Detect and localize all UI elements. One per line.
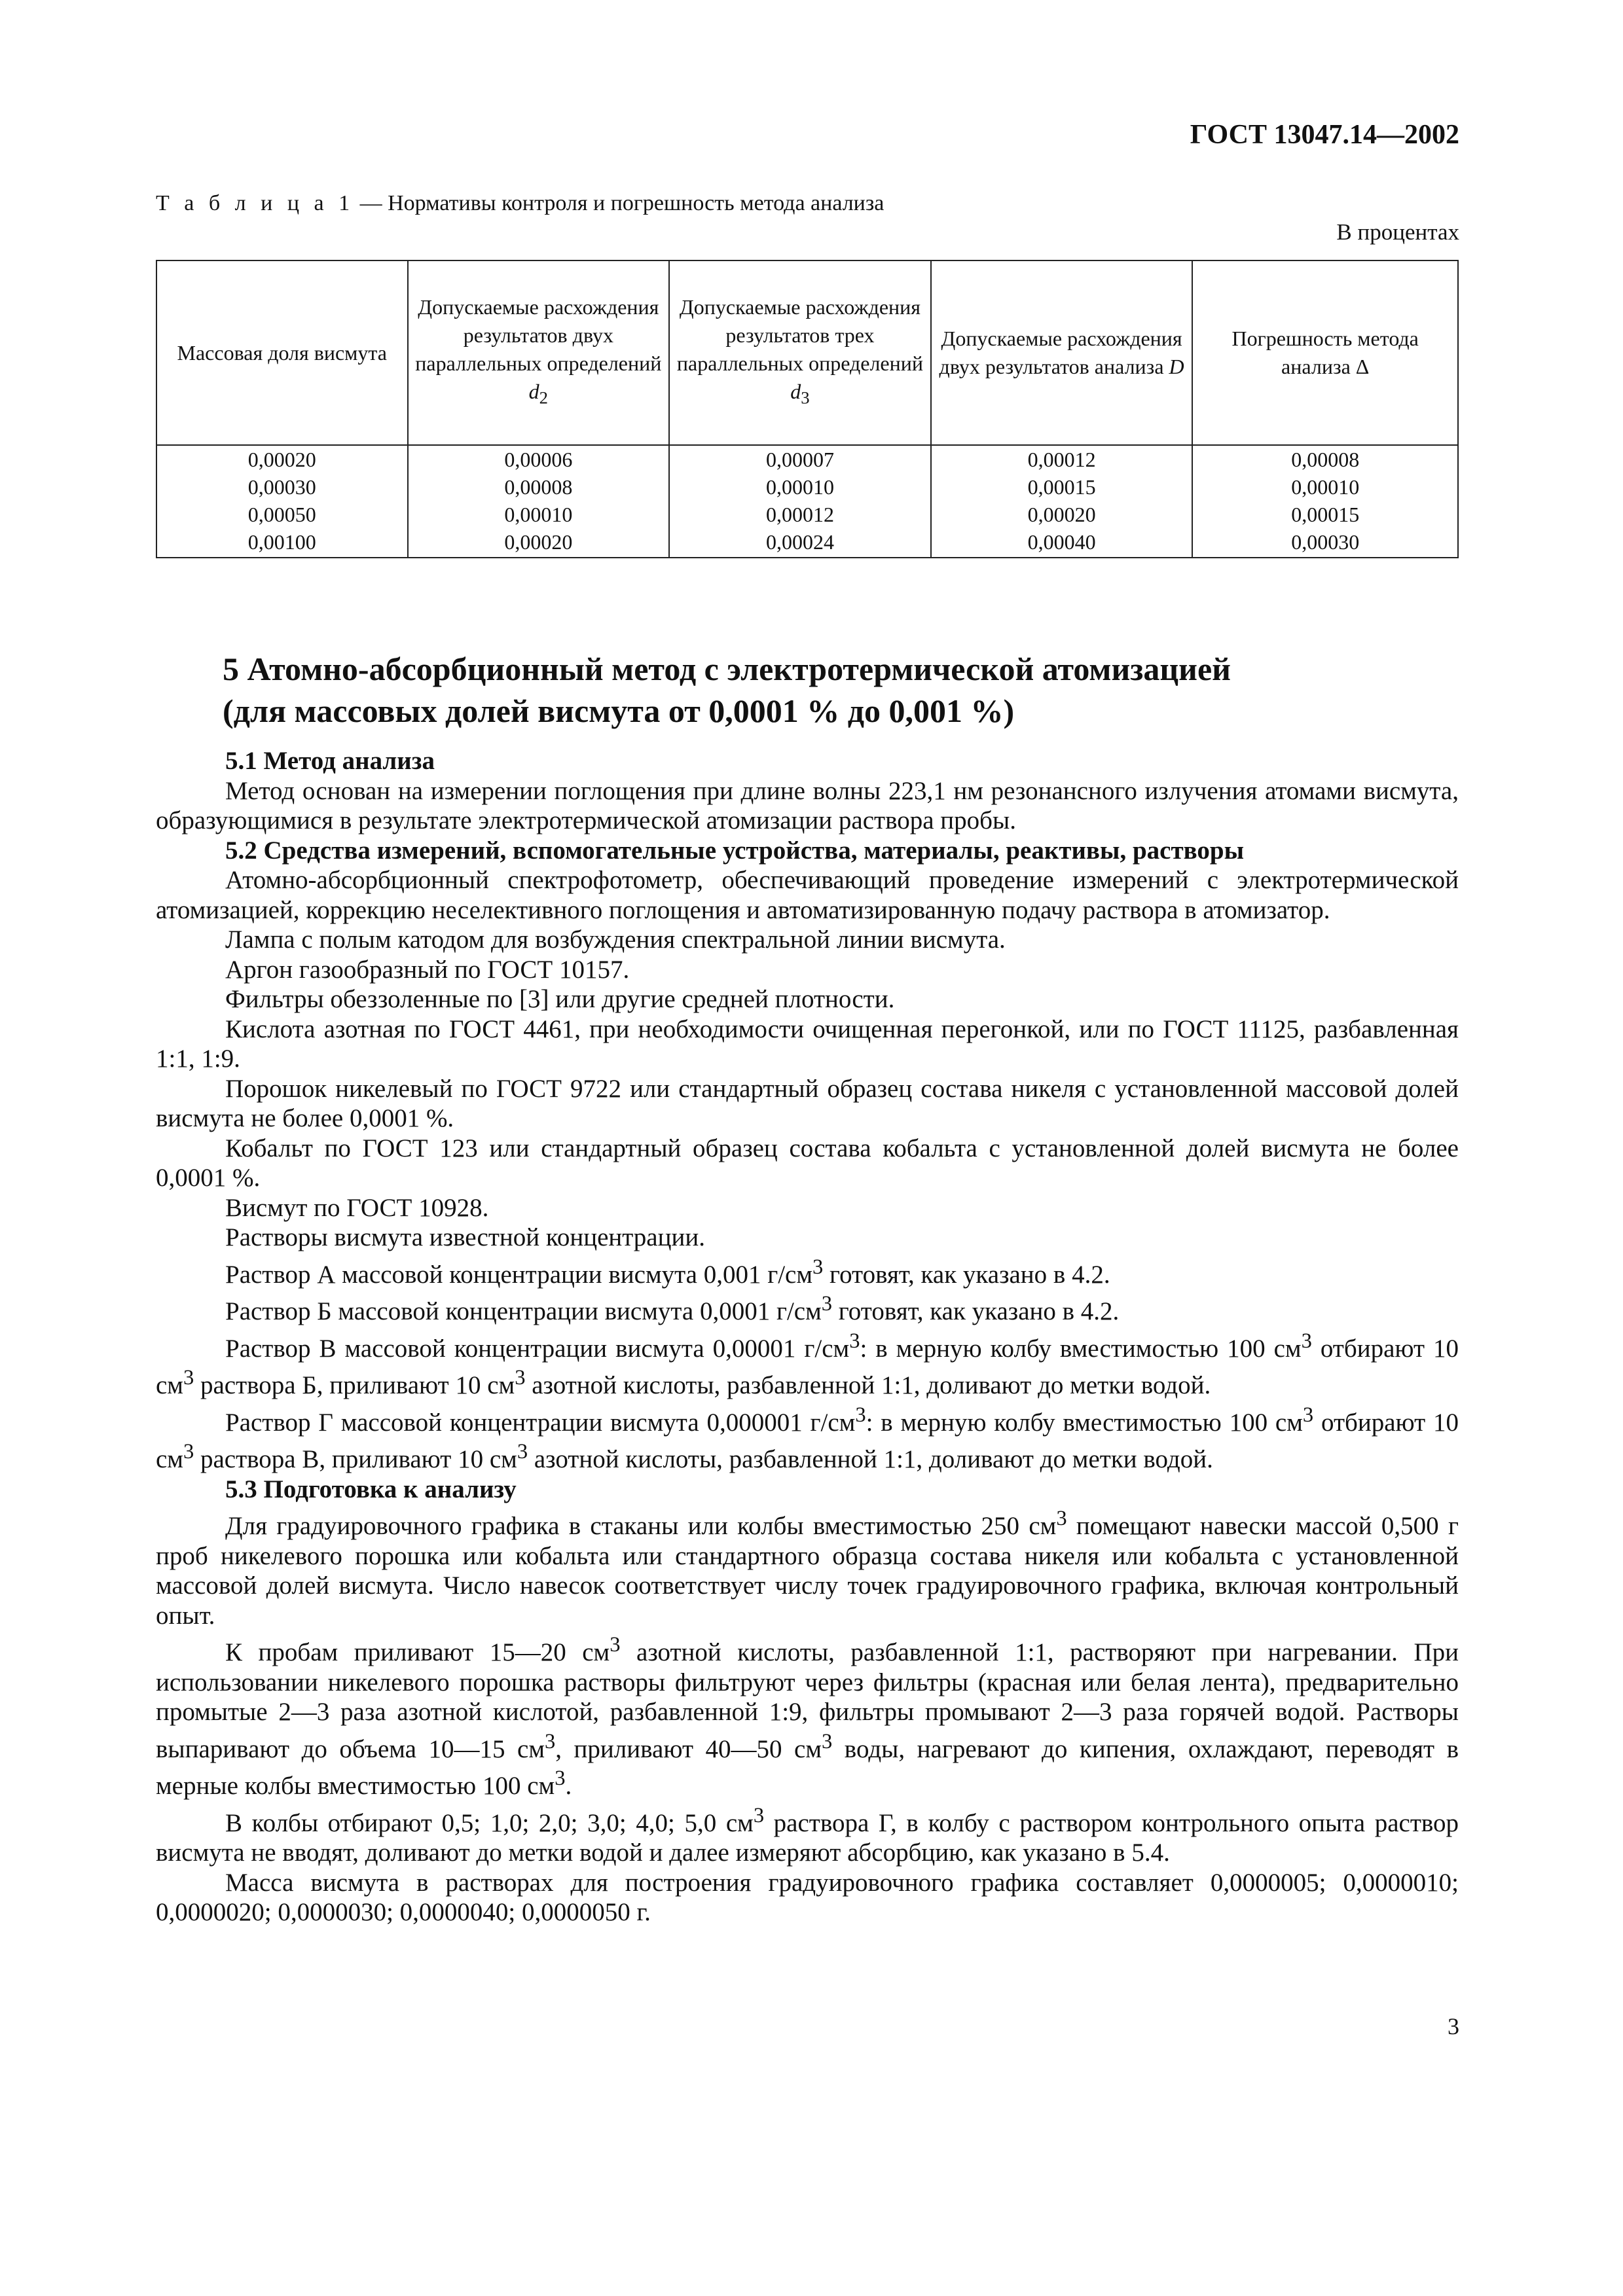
table-cell: 0,00030	[1291, 530, 1360, 554]
col-bismuth-fraction-values	[156, 445, 408, 558]
paragraph: Аргон газообразный по ГОСТ 10157.	[225, 955, 630, 984]
col-header-bismuth-fraction: Массовая доля висмута	[156, 260, 408, 445]
paragraph: Метод основан на измерении поглощения при длине волны 223,1 нм резонансного излучения атомами висмута, образующимися в результате электротермической атомизации раствора пробы.	[156, 776, 1459, 834]
page-number: 3	[1448, 2013, 1459, 2039]
paragraph: Масса висмута в растворах для построения градуировочного графика составляет 0,0000005; 0,0000010; 0,0000020; 0,0000030; 0,0000040; 0,0000050 г.	[156, 1868, 1459, 1926]
paragraph: Для градуировочного графика в стаканы или колбы вместимостью 250 $см^3$ помещают навески массой 0,500 г проб никелевого порошка или кобальта или стандартного образца состава никеля или кобальта с установленной массовой долей висмута. Число навесок соответствует числу точек градуировочного графика, включая контрольный опыт.	[156, 1507, 1459, 1630]
table-cell: 0,00007	[765, 448, 834, 471]
table-cell: 0,00010	[765, 475, 834, 499]
paragraph: Раствор В массовой концентрации висмута 0,00001 $г/см^3$: в мерную колбу вместимостью 100 $см^3$ отбирают 10 $см^3$ раствора Б, приливают 10 $см^3$ азотной кислоты, разбавленной 1:1, доливают до метки водой.	[156, 1329, 1459, 1399]
section-title-line-2: (для массовых долей висмута от 0,0001 % до 0,001 %)	[223, 692, 1015, 729]
paragraph: Фильтры обеззоленные по [3] или другие средней плотности.	[225, 985, 895, 1013]
col-header-method-error: Погрешность метода анализа Δ	[1192, 260, 1458, 445]
norms-table	[156, 260, 1459, 558]
section-title	[223, 648, 1231, 732]
table-cell: 0,00015	[1027, 475, 1096, 499]
table-cell: 0,00020	[504, 530, 573, 554]
subsection-heading-5-1: 5.1 Метод анализа	[225, 747, 435, 775]
table-cell: 0,00008	[504, 475, 573, 499]
table-header-row	[156, 260, 1458, 445]
table-caption-label: Т а б л и ц а 1	[156, 191, 355, 215]
table-cell: 0,00010	[504, 503, 573, 526]
paragraph: Раствор Б массовой концентрации висмута 0,0001 $г/см^3$ готовят, как указано в 4.2.	[225, 1292, 1120, 1325]
col-header-two-determinations: Допускаемые расхождения результатов двух параллельных определений $d_2$	[408, 260, 670, 445]
table-cell: 0,00050	[247, 503, 316, 526]
table-cell: 0,00008	[1291, 448, 1360, 471]
table-cell: 0,00020	[247, 448, 316, 471]
table-units: В процентах	[1336, 219, 1459, 245]
paragraph: Кислота азотная по ГОСТ 4461, при необходимости очищенная перегонкой, или по ГОСТ 11125, разбавленная 1:1, 1:9.	[156, 1014, 1459, 1073]
col-header-two-results: Допускаемые расхождения двух результатов анализа D	[931, 260, 1193, 445]
paragraph: Кобальт по ГОСТ 123 или стандартный образец состава кобальта с установленной долей висмута не более 0,0001 %.	[156, 1134, 1459, 1192]
paragraph: К пробам приливают 15—20 $см^3$ азотной кислоты, разбавленной 1:1, растворяют при нагревании. При использовании никелевого порошка растворы фильтруют через фильтры (красная или белая лента), предварительно промытые 2—3 раза азотной кислотой, разбавленной 1:9, фильтры промывают 2—3 раза горячей водой. Растворы выпаривают до объема 10—15 $см^3$, приливают 40—50 $см^3$ воды, нагревают до кипения, охлаждают, переводят в мерные колбы вместимостью 100 $см^3$.	[156, 1633, 1459, 1800]
body-text	[156, 746, 1459, 1928]
section-title-line-1: 5 Атомно-абсорбционный метод с электротермической атомизацией	[223, 651, 1231, 687]
col-header-three-determinations: Допускаемые расхождения результатов трех параллельных определений $d_3$	[669, 260, 931, 445]
table-cell: 0,00030	[247, 475, 316, 499]
table-cell: 0,00012	[1027, 448, 1096, 471]
paragraph: В колбы отбирают 0,5; 1,0; 2,0; 3,0; 4,0; 5,0 $см^3$ раствора Г, в колбу с раствором контрольного опыта раствор висмута не вводят, доливают до метки водой и далее измеряют абсорбцию, как указано в 5.4.	[156, 1803, 1459, 1867]
table-cell: 0,00020	[1027, 503, 1096, 526]
col-two-results-values	[931, 445, 1193, 558]
table-cell: 0,00015	[1291, 503, 1360, 526]
paragraph: Раствор Г массовой концентрации висмута 0,000001 $г/см^3$: в мерную колбу вместимостью 100 $см^3$ отбирают 10 $см^3$ раствора В, приливают 10 $см^3$ азотной кислоты, разбавленной 1:1, доливают до метки водой.	[156, 1403, 1459, 1473]
paragraph: Растворы висмута известной концентрации.	[225, 1223, 705, 1251]
paragraph: Атомно-абсорбционный спектрофотометр, обеспечивающий проведение измерений с электротермической атомизацией, коррекцию неселективного поглощения и автоматизированную подачу раствора в атомизатор.	[156, 866, 1459, 924]
table-cell: 0,00006	[504, 448, 573, 471]
subsection-heading-5-3: 5.3 Подготовка к анализу	[225, 1475, 517, 1503]
paragraph: Порошок никелевый по ГОСТ 9722 или стандартный образец состава никеля с установленной массовой долей висмута не более 0,0001 %.	[156, 1074, 1459, 1132]
table-cell: 0,00012	[765, 503, 834, 526]
col-method-error-values	[1192, 445, 1458, 558]
paragraph: Лампа с полым катодом для возбуждения спектральной линии висмута.	[225, 925, 1006, 954]
table-cell: 0,00024	[765, 530, 834, 554]
table-caption-text: — Нормативы контроля и погрешность метода анализа	[354, 191, 884, 215]
col-two-determinations-values	[408, 445, 670, 558]
subsection-heading-5-2: 5.2 Средства измерений, вспомогательные устройства, материалы, реактивы, растворы	[225, 836, 1245, 865]
table-cell: 0,00040	[1027, 530, 1096, 554]
table-body-row	[156, 445, 1458, 558]
col-three-determinations-values	[669, 445, 931, 558]
table-cell: 0,00100	[247, 530, 316, 554]
table-caption	[156, 191, 884, 216]
document-code: ГОСТ 13047.14—2002	[1190, 120, 1459, 150]
paragraph: Раствор А массовой концентрации висмута 0,001 $г/см^3$ готовят, как указано в 4.2.	[225, 1255, 1110, 1289]
paragraph: Висмут по ГОСТ 10928.	[225, 1193, 489, 1222]
table-cell: 0,00010	[1291, 475, 1360, 499]
